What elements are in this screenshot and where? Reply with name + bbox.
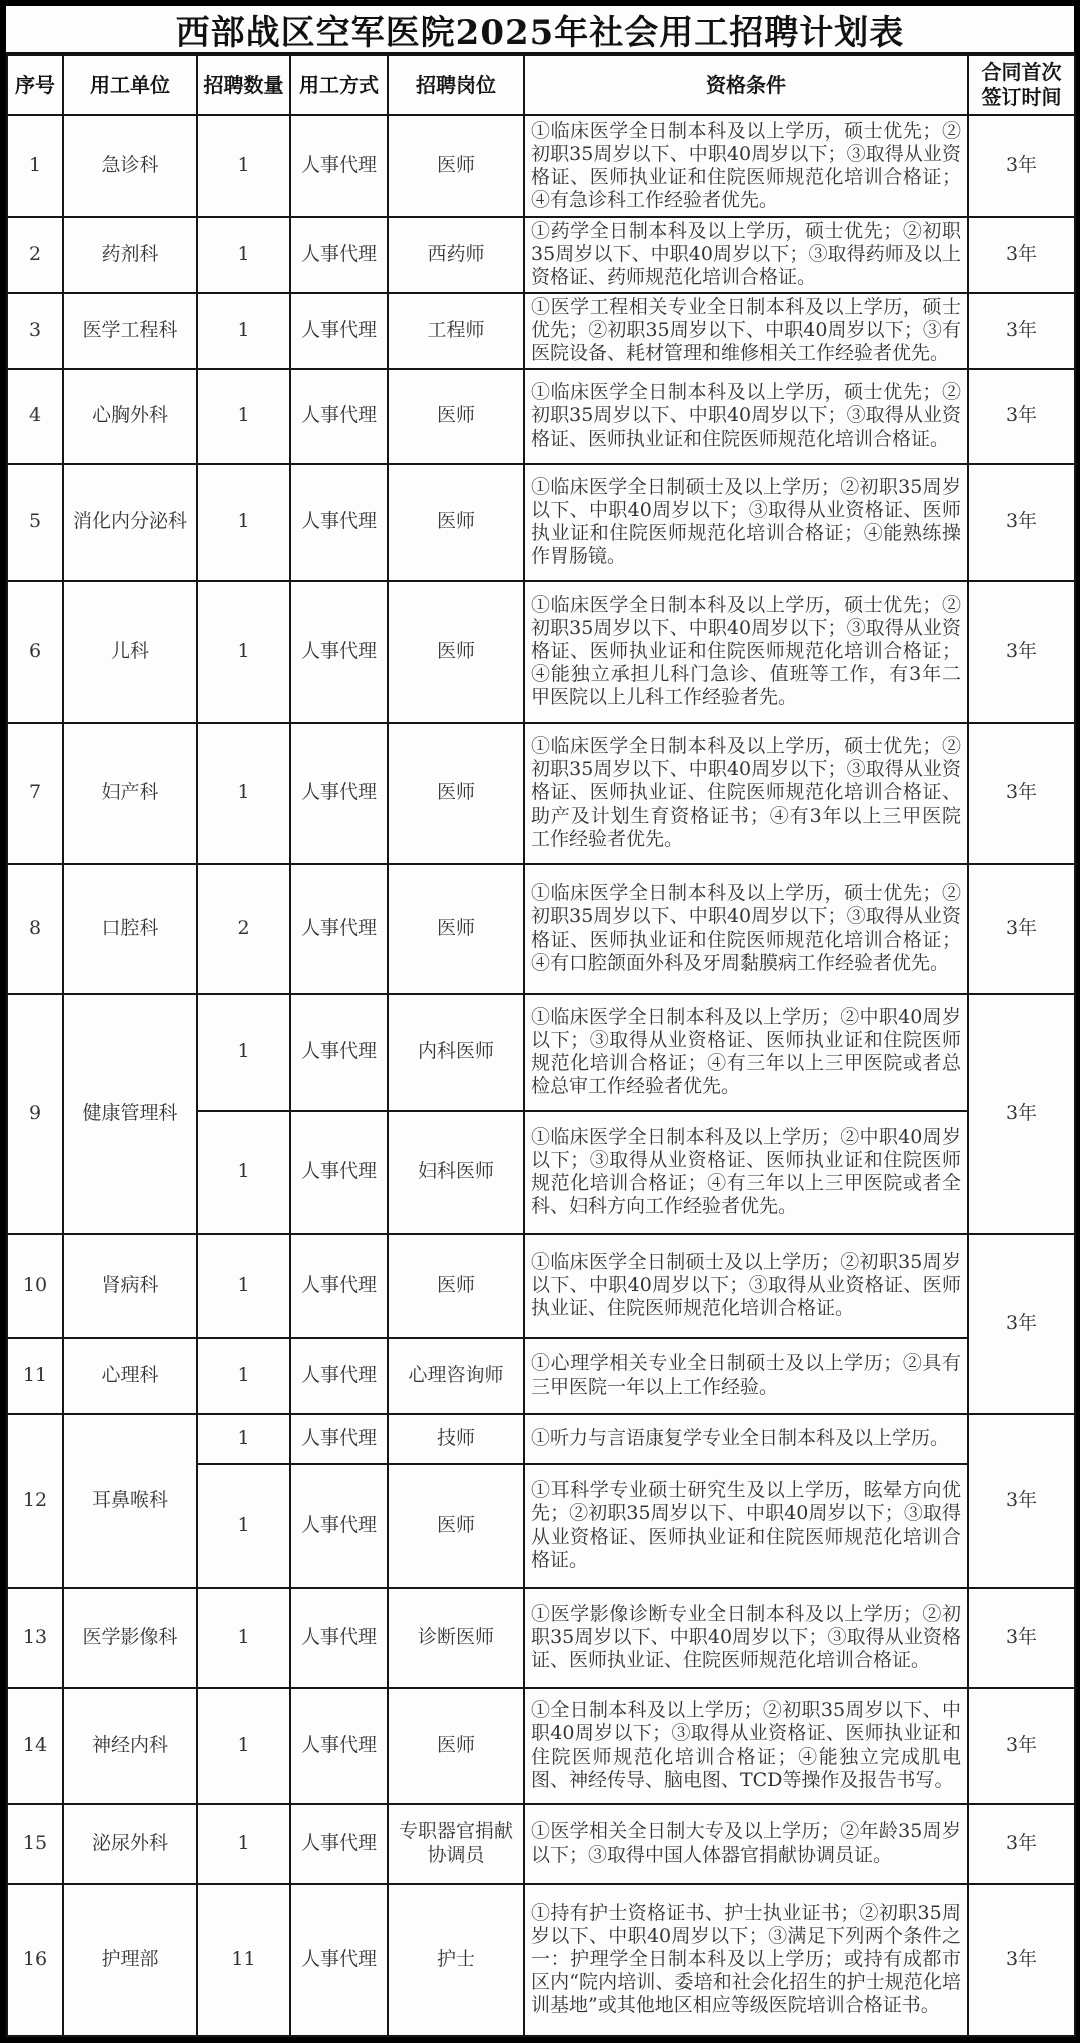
cell-position: 医师 [388, 723, 524, 864]
cell-requirements: ①医学工程相关专业全日制本科及以上学历，硕士优先；②初职35周岁以下、中职40周岁以下；③有医院设备、耗材管理和维修相关工作经验者优先。 [524, 293, 968, 369]
cell-requirements: ①临床医学全日制本科及以上学历，硕士优先；②初职35周岁以下、中职40周岁以下；③取得从业资格证、医师执业证和住院医师规范化培训合格证；④有口腔颌面外科及牙周黏膜病工作经验者优先。 [524, 864, 968, 994]
cell-unit: 口腔科 [63, 864, 197, 994]
cell-no: 2 [7, 217, 63, 293]
cell-unit: 神经内科 [63, 1688, 197, 1804]
cell-position: 专职器官捐献协调员 [388, 1804, 524, 1884]
cell-requirements: ①医学相关全日制大专及以上学历；②年龄35周岁以下；③取得中国人体器官捐献协调员证。 [524, 1804, 968, 1884]
table-row [7, 1414, 1075, 1464]
cell-requirements: ①药学全日制本科及以上学历，硕士优先；②初职35周岁以下、中职40周岁以下；③取得药师及以上资格证、药师规范化培训合格证。 [524, 217, 968, 293]
cell-position: 医师 [388, 369, 524, 464]
cell-qty: 1 [197, 369, 290, 464]
table-row [7, 293, 1075, 369]
cell-contract: 3年 [968, 115, 1075, 217]
cell-requirements: ①临床医学全日制本科及以上学历；②中职40周岁以下；③取得从业资格证、医师执业证和住院医师规范化培训合格证；④有三年以上三甲医院或者全科、妇科方向工作经验者优先。 [524, 1111, 968, 1234]
cell-requirements: ①临床医学全日制本科及以上学历，硕士优先；②初职35周岁以下、中职40周岁以下；③取得从业资格证、医师执业证、住院医师规范化培训合格证、助产及计划生育资格证书；④有3年以上三甲医院工作经验者优先。 [524, 723, 968, 864]
table-row [7, 581, 1075, 723]
cell-mode: 人事代理 [290, 1414, 388, 1464]
table-row [7, 1338, 1075, 1414]
cell-contract: 3年 [968, 1688, 1075, 1804]
cell-unit: 心胸外科 [63, 369, 197, 464]
cell-no: 1 [7, 115, 63, 217]
table-row [7, 864, 1075, 994]
cell-qty: 1 [197, 1414, 290, 1464]
cell-contract: 3年 [968, 217, 1075, 293]
cell-contract: 3年 [968, 994, 1075, 1234]
cell-qty: 1 [197, 115, 290, 217]
cell-unit: 急诊科 [63, 115, 197, 217]
cell-position: 医师 [388, 1234, 524, 1338]
cell-mode: 人事代理 [290, 1588, 388, 1688]
cell-unit: 健康管理科 [63, 994, 197, 1234]
cell-no: 16 [7, 1884, 63, 2036]
cell-unit: 医学影像科 [63, 1588, 197, 1688]
cell-mode: 人事代理 [290, 1884, 388, 2036]
cell-contract: 3年 [968, 581, 1075, 723]
cell-requirements: ①医学影像诊断专业全日制本科及以上学历；②初职35周岁以下、中职40周岁以下；③取得从业资格证、医师执业证、住院医师规范化培训合格证。 [524, 1588, 968, 1688]
table-row [7, 1588, 1075, 1688]
cell-qty: 1 [197, 464, 290, 581]
cell-mode: 人事代理 [290, 1111, 388, 1234]
cell-no: 13 [7, 1588, 63, 1688]
cell-unit: 耳鼻喉科 [63, 1414, 197, 1588]
cell-requirements: ①心理学相关专业全日制硕士及以上学历；②具有三甲医院一年以上工作经验。 [524, 1338, 968, 1414]
col-header-qty: 招聘数量 [197, 55, 290, 115]
recruitment-table [6, 54, 1076, 2037]
cell-qty: 1 [197, 217, 290, 293]
cell-mode: 人事代理 [290, 369, 388, 464]
cell-requirements: ①临床医学全日制本科及以上学历，硕士优先；②初职35周岁以下、中职40周岁以下；③取得从业资格证、医师执业证和住院医师规范化培训合格证。 [524, 369, 968, 464]
cell-requirements: ①耳科学专业硕士研究生及以上学历，眩晕方向优先；②初职35周岁以下、中职40周岁以下；③取得从业资格证、医师执业证和住院医师规范化培训合格证。 [524, 1464, 968, 1588]
cell-mode: 人事代理 [290, 464, 388, 581]
cell-position: 医师 [388, 464, 524, 581]
cell-no: 6 [7, 581, 63, 723]
cell-qty: 11 [197, 1884, 290, 2036]
cell-mode: 人事代理 [290, 1338, 388, 1414]
cell-contract: 3年 [968, 1884, 1075, 2036]
cell-qty: 2 [197, 864, 290, 994]
cell-position: 医师 [388, 864, 524, 994]
table-row [7, 723, 1075, 864]
col-header-requirements: 资格条件 [524, 55, 968, 115]
cell-position: 心理咨询师 [388, 1338, 524, 1414]
cell-unit: 儿科 [63, 581, 197, 723]
cell-no: 4 [7, 369, 63, 464]
cell-qty: 1 [197, 1234, 290, 1338]
cell-mode: 人事代理 [290, 1688, 388, 1804]
cell-requirements: ①临床医学全日制硕士及以上学历；②初职35周岁以下、中职40周岁以下；③取得从业资格证、医师执业证、住院医师规范化培训合格证。 [524, 1234, 968, 1338]
cell-mode: 人事代理 [290, 293, 388, 369]
cell-unit: 泌尿外科 [63, 1804, 197, 1884]
table-row [7, 994, 1075, 1111]
cell-unit: 消化内分泌科 [63, 464, 197, 581]
cell-no: 8 [7, 864, 63, 994]
cell-mode: 人事代理 [290, 864, 388, 994]
cell-no: 14 [7, 1688, 63, 1804]
cell-contract: 3年 [968, 723, 1075, 864]
cell-qty: 1 [197, 1338, 290, 1414]
cell-qty: 1 [197, 1111, 290, 1234]
cell-unit: 护理部 [63, 1884, 197, 2036]
col-header-mode: 用工方式 [290, 55, 388, 115]
table-row [7, 1688, 1075, 1804]
cell-position: 内科医师 [388, 994, 524, 1111]
cell-unit: 药剂科 [63, 217, 197, 293]
cell-position: 医师 [388, 1464, 524, 1588]
cell-contract: 3年 [968, 369, 1075, 464]
cell-qty: 1 [197, 1688, 290, 1804]
col-header-position: 招聘岗位 [388, 55, 524, 115]
cell-mode: 人事代理 [290, 581, 388, 723]
cell-requirements: ①持有护士资格证书、护士执业证书；②初职35周岁以下、中职40周岁以下；③满足下列两个条件之一：护理学全日制本科及以上学历；或持有成都市区内“院内培训、委培和社会化招生的护士规范化培训基地”或其他地区相应等级医院培训合格证书。 [524, 1884, 968, 2036]
cell-mode: 人事代理 [290, 1464, 388, 1588]
col-header-contract: 合同首次签订时间 [968, 55, 1075, 115]
cell-qty: 1 [197, 581, 290, 723]
cell-contract: 3年 [968, 1588, 1075, 1688]
cell-mode: 人事代理 [290, 115, 388, 217]
cell-position: 医师 [388, 1688, 524, 1804]
cell-contract: 3年 [968, 1234, 1075, 1414]
cell-qty: 1 [197, 1464, 290, 1588]
table-row [7, 1234, 1075, 1338]
table-row [7, 217, 1075, 293]
cell-requirements: ①临床医学全日制本科及以上学历；②中职40周岁以下；③取得从业资格证、医师执业证和住院医师规范化培训合格证；④有三年以上三甲医院或者总检总审工作经验者优先。 [524, 994, 968, 1111]
cell-unit: 心理科 [63, 1338, 197, 1414]
cell-qty: 1 [197, 1588, 290, 1688]
cell-position: 工程师 [388, 293, 524, 369]
cell-mode: 人事代理 [290, 217, 388, 293]
cell-no: 11 [7, 1338, 63, 1414]
cell-position: 技师 [388, 1414, 524, 1464]
col-header-unit: 用工单位 [63, 55, 197, 115]
cell-qty: 1 [197, 723, 290, 864]
table-row [7, 464, 1075, 581]
cell-no: 3 [7, 293, 63, 369]
cell-qty: 1 [197, 293, 290, 369]
cell-contract: 3年 [968, 464, 1075, 581]
cell-requirements: ①临床医学全日制硕士及以上学历；②初职35周岁以下、中职40周岁以下；③取得从业资格证、医师执业证和住院医师规范化培训合格证；④能熟练操作胃肠镜。 [524, 464, 968, 581]
cell-qty: 1 [197, 1804, 290, 1884]
cell-no: 15 [7, 1804, 63, 1884]
cell-no: 9 [7, 994, 63, 1234]
cell-no: 12 [7, 1414, 63, 1588]
cell-contract: 3年 [968, 864, 1075, 994]
header-row [7, 55, 1075, 115]
cell-contract: 3年 [968, 293, 1075, 369]
col-header-no: 序号 [7, 55, 63, 115]
cell-no: 5 [7, 464, 63, 581]
cell-no: 7 [7, 723, 63, 864]
cell-requirements: ①临床医学全日制本科及以上学历，硕士优先；②初职35周岁以下、中职40周岁以下；③取得从业资格证、医师执业证和住院医师规范化培训合格证；④能独立承担儿科门急诊、值班等工作，有3年二甲医院以上儿科工作经验者先。 [524, 581, 968, 723]
cell-requirements: ①听力与言语康复学专业全日制本科及以上学历。 [524, 1414, 968, 1464]
cell-position: 医师 [388, 115, 524, 217]
table-row [7, 369, 1075, 464]
cell-mode: 人事代理 [290, 994, 388, 1111]
cell-mode: 人事代理 [290, 1234, 388, 1338]
table-row [7, 1884, 1075, 2036]
cell-requirements: ①临床医学全日制本科及以上学历，硕士优先；②初职35周岁以下、中职40周岁以下；③取得从业资格证、医师执业证和住院医师规范化培训合格证；④有急诊科工作经验者优先。 [524, 115, 968, 217]
cell-contract: 3年 [968, 1804, 1075, 1884]
cell-requirements: ①全日制本科及以上学历；②初职35周岁以下、中职40周岁以下；③取得从业资格证、医师执业证和住院医师规范化培训合格证；④能独立完成肌电图、神经传导、脑电图、TCD等操作及报告书写。 [524, 1688, 968, 1804]
cell-unit: 肾病科 [63, 1234, 197, 1338]
cell-position: 诊断医师 [388, 1588, 524, 1688]
cell-position: 西药师 [388, 217, 524, 293]
page-title: 西部战区空军医院2025年社会用工招聘计划表 [6, 6, 1074, 54]
table-row [7, 115, 1075, 217]
cell-qty: 1 [197, 994, 290, 1111]
cell-contract: 3年 [968, 1414, 1075, 1588]
table-row [7, 1804, 1075, 1884]
cell-position: 医师 [388, 581, 524, 723]
cell-unit: 妇产科 [63, 723, 197, 864]
cell-position: 妇科医师 [388, 1111, 524, 1234]
cell-no: 10 [7, 1234, 63, 1338]
cell-mode: 人事代理 [290, 723, 388, 864]
cell-unit: 医学工程科 [63, 293, 197, 369]
cell-position: 护士 [388, 1884, 524, 2036]
cell-mode: 人事代理 [290, 1804, 388, 1884]
